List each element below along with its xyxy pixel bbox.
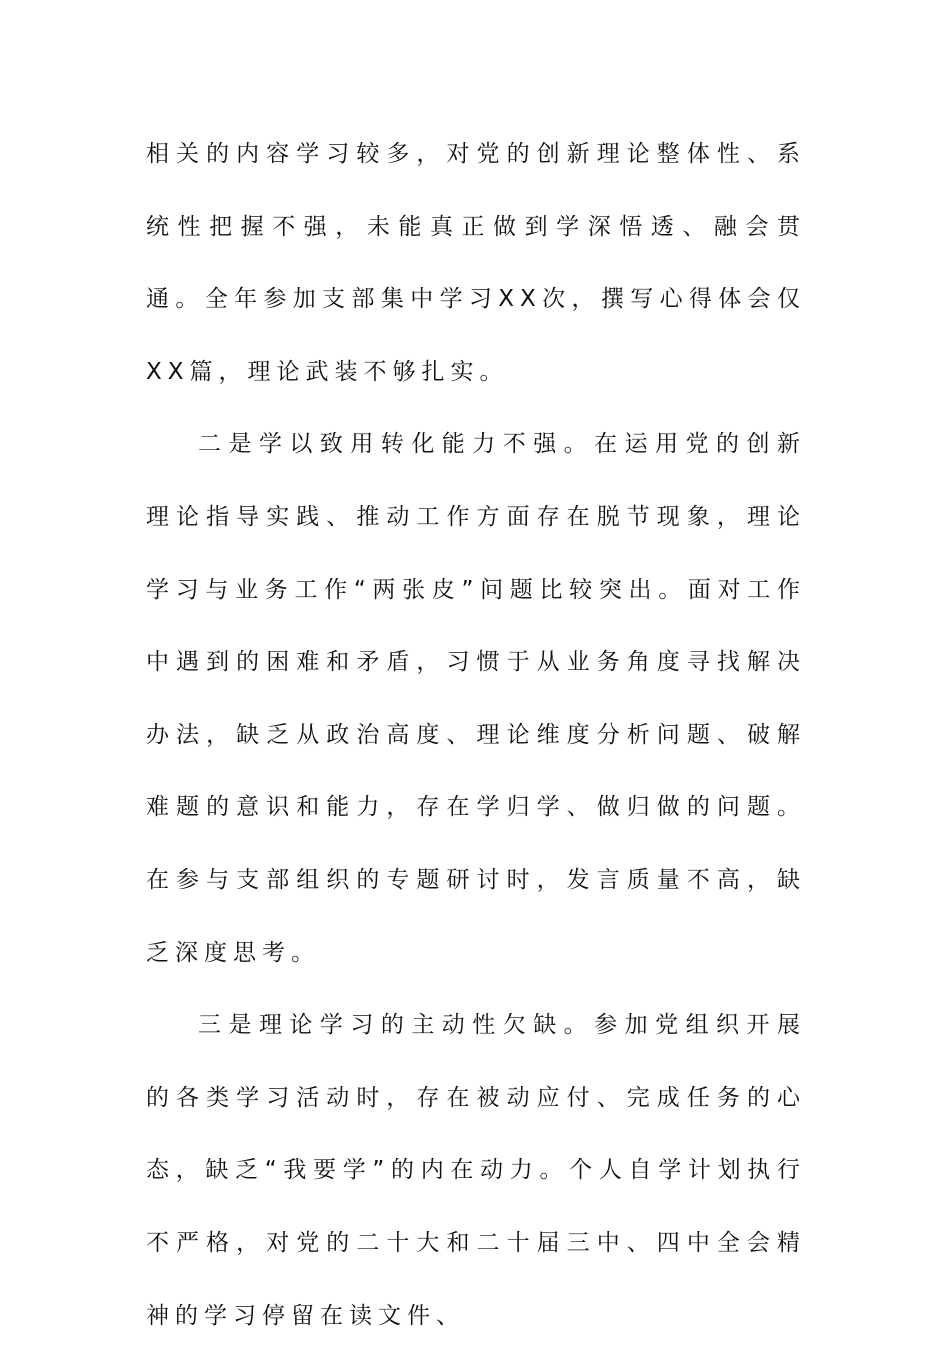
paragraph-point-two: 二是学以致用转化能力不强。在运用党的创新理论指导实践、推动工作方面存在脱节现象，理论学习与业务工作“两张皮”问题比较突出。面对工作中遇到的困难和矛盾，习惯于从业务角度寻找解决办法，缺乏从政治高度、理论维度分析问题、破解难题的意识和能力，存在学归学、做归做的问题。在参与支部组织的专题研讨时，发言质量不高，缺乏深度思考。 bbox=[146, 431, 806, 966]
paragraph-continued: 相关的内容学习较多，对党的创新理论整体性、系统性把握不强，未能真正做到学深悟透、融会贯通。全年参加支部集中学习XX次，撰写心得体会仅XX篇，理论武装不够扎实。 bbox=[146, 141, 806, 385]
document-body bbox=[146, 118, 806, 1352]
paragraph-point-three: 三是理论学习的主动性欠缺。参加党组织开展的各类学习活动时，存在被动应付、完成任务的心态，缺乏“我要学”的内在动力。个人自学计划执行不严格，对党的二十大和二十届三中、四中全会精神的学习停留在读文件、 bbox=[146, 1012, 806, 1329]
